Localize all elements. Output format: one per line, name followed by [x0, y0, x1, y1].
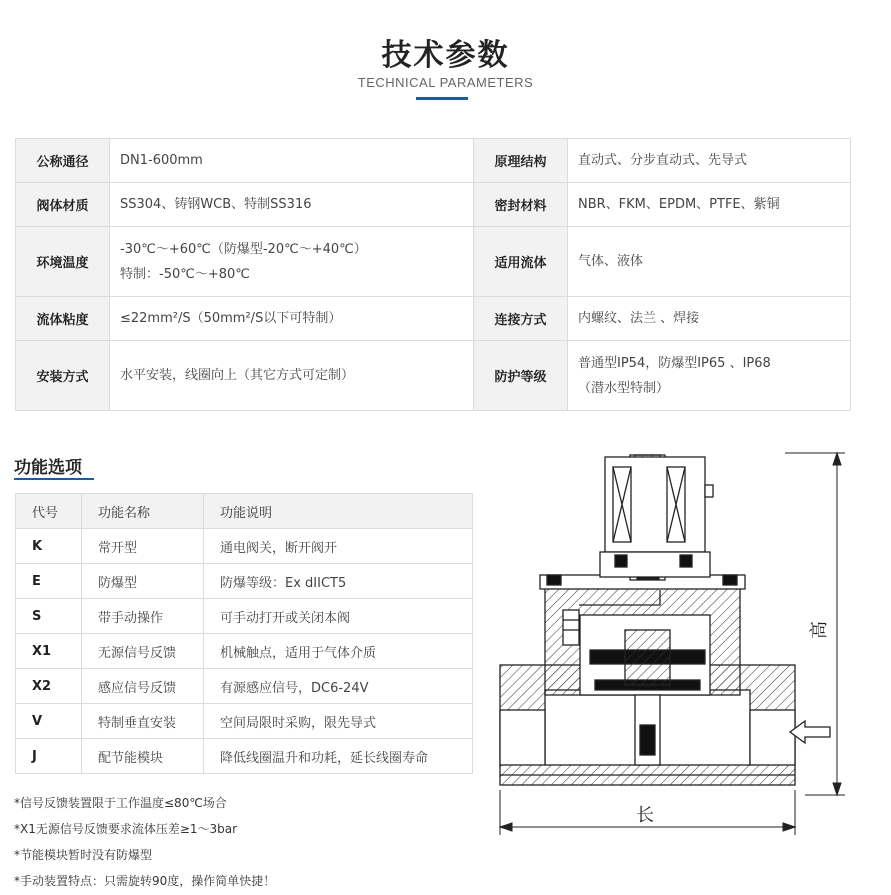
page-subtitle: TECHNICAL PARAMETERS	[357, 75, 534, 90]
note-item: *手动装置特点：只需旋转90度，操作简单快捷！	[14, 874, 276, 888]
function-name: 配节能模块	[82, 739, 204, 774]
table-header-row	[16, 494, 473, 529]
param-row	[16, 297, 851, 341]
technical-parameters-table	[15, 138, 851, 411]
table-row	[16, 599, 473, 634]
function-code: V	[16, 704, 82, 739]
valve-cross-section-diagram	[485, 445, 870, 840]
param-label: 密封材料	[474, 183, 568, 227]
function-code: J	[16, 739, 82, 774]
param-value	[110, 227, 474, 297]
param-row	[16, 183, 851, 227]
function-desc: 空间局限时采购，限先导式	[204, 704, 473, 739]
param-label: 公称通径	[16, 139, 110, 183]
function-code: X2	[16, 669, 82, 704]
param-value: 水平安装，线圈向上（其它方式可定制）	[110, 341, 474, 411]
function-name: 防爆型	[82, 564, 204, 599]
note-item: *X1无源信号反馈要求流体压差≥1～3bar	[14, 822, 238, 836]
table-row	[16, 739, 473, 774]
function-code: X1	[16, 634, 82, 669]
function-name: 特制垂直安装	[82, 704, 204, 739]
function-name: 感应信号反馈	[82, 669, 204, 704]
param-row	[16, 227, 851, 297]
param-label: 安装方式	[16, 341, 110, 411]
note-item: *节能模块暂时没有防爆型	[14, 848, 153, 862]
table-row	[16, 669, 473, 704]
page-title: 技术参数	[381, 38, 510, 73]
height-label: 高	[809, 621, 830, 639]
function-name: 带手动操作	[82, 599, 204, 634]
param-label: 适用流体	[474, 227, 568, 297]
param-value: DN1-600mm	[110, 139, 474, 183]
section-underline	[14, 478, 94, 480]
param-label: 防护等级	[474, 341, 568, 411]
table-row	[16, 529, 473, 564]
table-row	[16, 634, 473, 669]
param-label: 连接方式	[474, 297, 568, 341]
function-desc: 防爆等级：Ex dIICT5	[204, 564, 473, 599]
function-desc: 通电阀关，断开阀开	[204, 529, 473, 564]
param-value: 内螺纹、法兰 、焊接	[568, 297, 851, 341]
column-header: 功能名称	[82, 494, 204, 529]
param-row	[16, 341, 851, 411]
function-code: S	[16, 599, 82, 634]
function-code: K	[16, 529, 82, 564]
param-value: ≤22mm²/S（50mm²/S以下可特制）	[110, 297, 474, 341]
column-header: 功能说明	[204, 494, 473, 529]
note-item: *信号反馈装置限于工作温度≤80℃场合	[14, 796, 227, 810]
param-label: 环境温度	[16, 227, 110, 297]
function-name: 常开型	[82, 529, 204, 564]
param-value: NBR、FKM、EPDM、PTFE、紫铜	[568, 183, 851, 227]
param-label: 原理结构	[474, 139, 568, 183]
param-label: 阀体材质	[16, 183, 110, 227]
title-underline	[416, 97, 468, 100]
param-label: 流体粘度	[16, 297, 110, 341]
function-desc: 可手动打开或关闭本阀	[204, 599, 473, 634]
function-name: 无源信号反馈	[82, 634, 204, 669]
table-row	[16, 564, 473, 599]
length-label: 长	[636, 805, 654, 826]
function-desc: 有源感应信号，DC6-24V	[204, 669, 473, 704]
param-value: 气体、液体	[568, 227, 851, 297]
param-value	[568, 341, 851, 411]
column-header: 代号	[16, 494, 82, 529]
param-value-line: 特制：-50℃～+80℃	[120, 266, 250, 282]
param-value-line: 普通型IP54，防爆型IP65 、IP68	[578, 355, 771, 371]
param-value-line: -30℃～+60℃（防爆型-20℃～+40℃）	[120, 241, 367, 257]
param-row	[16, 139, 851, 183]
param-value: 直动式、分步直动式、先导式	[568, 139, 851, 183]
function-options-table	[15, 493, 473, 774]
function-desc: 机械触点，适用于气体介质	[204, 634, 473, 669]
valve-body	[500, 455, 795, 785]
function-code: E	[16, 564, 82, 599]
param-value-line: （潜水型特制）	[578, 380, 670, 396]
notes-list	[14, 790, 275, 894]
flow-arrow-icon	[790, 721, 830, 743]
table-row	[16, 704, 473, 739]
function-options-title: 功能选项	[14, 458, 82, 478]
function-desc: 降低线圈温升和功耗，延长线圈寿命	[204, 739, 473, 774]
param-value: SS304、铸钢WCB、特制SS316	[110, 183, 474, 227]
